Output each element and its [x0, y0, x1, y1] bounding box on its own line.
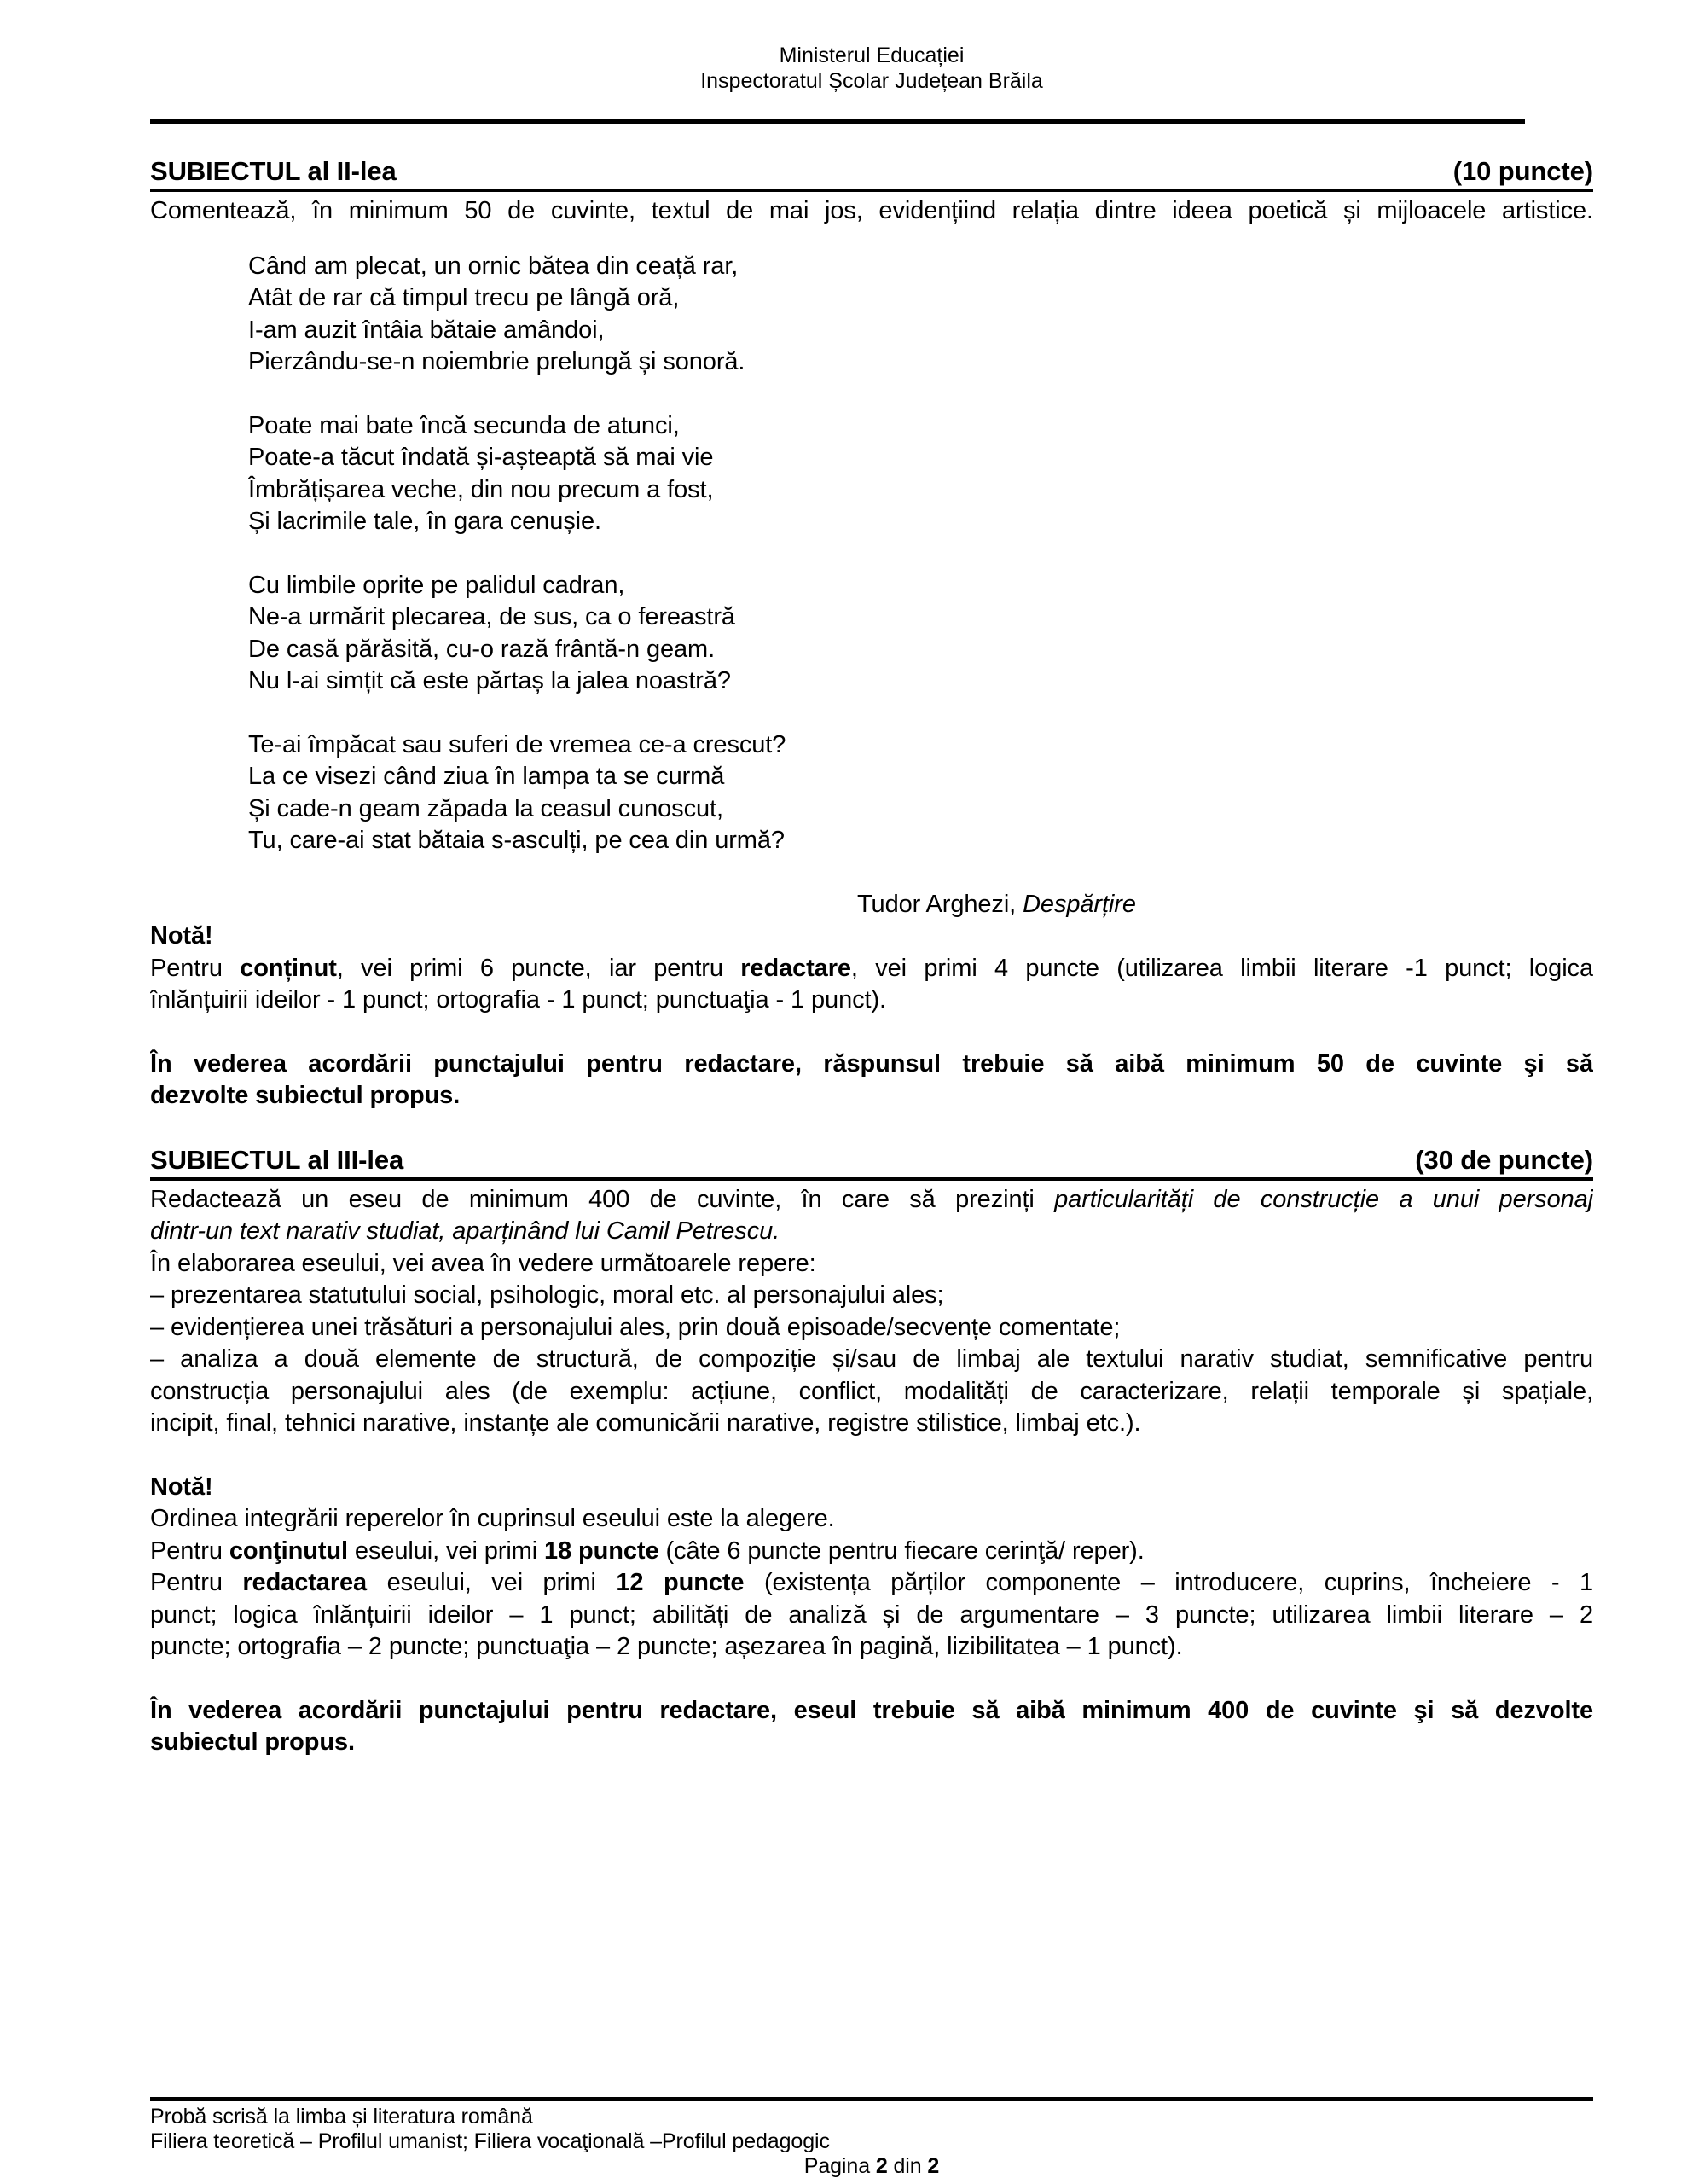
text-segment: – evidențierea unei trăsături a personajului ales, prin două episoade/secvențe comentate;: [150, 1313, 1121, 1341]
text-line: [150, 2154, 1593, 2179]
subject-2-task: [150, 195, 1593, 228]
text-line: [248, 474, 1593, 507]
text-line: [150, 1312, 1593, 1345]
text-segment: Cu limbile oprite pe palidul cadran,: [248, 571, 625, 599]
text-segment: Redactează un eseu de minimum 400 de cuvinte, în care să prezinți: [150, 1185, 1055, 1213]
text-line: [150, 1080, 1593, 1112]
text-segment: din: [887, 2154, 928, 2178]
footer-profile: Filiera teoretică – Profilul umanist; Filiera vocaţională –Profilul pedagogic: [150, 2129, 830, 2153]
text-segment: Despărțire: [1023, 890, 1136, 918]
text-segment: 18 puncte: [544, 1536, 659, 1565]
header-inspectorate: Inspectoratul Școlar Județean Brăila: [700, 69, 1043, 93]
text-line: [248, 346, 1593, 379]
text-segment: dezvolte subiectul propus.: [150, 1082, 461, 1109]
spacer: [150, 1664, 1593, 1695]
subject-2-points: (10 puncte): [1452, 156, 1593, 186]
subject-3-section: [150, 1143, 1593, 1759]
text-line: [150, 1184, 1593, 1217]
text-segment: punct; logica înlănțuirii ideilor – 1 punct; abilități de analiză și de argumentare – 3 puncte; utilizarea limbii literare – 2: [150, 1600, 1593, 1629]
text-line: [150, 953, 1593, 985]
poem-attribution: [857, 889, 1593, 921]
text-segment: construcția personajului ales (de exemplu: acțiune, conflict, modalități de caracterizare, relații temporale și spațiale,: [150, 1377, 1593, 1405]
header-ministry: Ministerul Educației: [779, 44, 965, 67]
text-segment: În vederea acordării punctajului pentru redactare, eseul trebuie să aibă minimum 400 de cuvinte şi să dezvolte: [150, 1696, 1593, 1724]
header-rule: [150, 119, 1525, 124]
text-segment: eseului, vei primi: [367, 1569, 617, 1596]
subject-3-title: SUBIECTUL al III-lea: [150, 1144, 404, 1175]
text-line: [248, 825, 1593, 857]
text-segment: redactarea: [242, 1569, 368, 1596]
text-line: [248, 665, 1593, 698]
text-segment: Pagina: [803, 2154, 876, 2178]
text-line: [248, 634, 1593, 666]
text-line: [248, 410, 1593, 443]
footer-exam-name: Probă scrisă la limba și literatura română: [150, 2105, 533, 2129]
text-segment: Poate-a tăcut îndată și-așteaptă să mai vie: [248, 444, 714, 471]
spacer: [150, 1440, 1593, 1472]
footer-page-number: [150, 2154, 1593, 2179]
text-segment: – analiza a două elemente de structură, de compoziție și/sau de limbaj ale textului narativ studiat, semnificative pentru: [150, 1345, 1593, 1373]
subject-3-task: [150, 1184, 1593, 1440]
text-segment: Nu l-ai simțit că este părtaș la jalea noastră?: [248, 667, 731, 694]
text-line: [150, 1567, 1593, 1600]
poem: [248, 251, 1593, 857]
text-segment: Ne-a urmărit plecarea, de sus, ca o fereastră: [248, 603, 735, 630]
text-segment: conţinutul: [229, 1536, 348, 1565]
text-segment: De casă părăsită, cu-o rază frântă-n geam.: [248, 635, 716, 663]
text-segment: Pierzându-se-n noiembrie prelungă și sonoră.: [248, 348, 745, 375]
subject-2-requirement: [150, 1048, 1593, 1112]
subject-2-section: [150, 154, 1593, 1112]
text-segment: Și cade-n geam zăpada la ceasul cunoscut,: [248, 794, 723, 822]
text-segment: Îmbrățișarea veche, din nou precum a fost,: [248, 475, 714, 503]
poem-stanza-1: [248, 251, 1593, 379]
poem-stanza-4: [248, 729, 1593, 857]
text-segment: particularități de construcție a unui personaj: [1054, 1185, 1593, 1213]
text-line: [150, 1536, 1593, 1568]
text-line: [248, 729, 1593, 762]
spacer: [150, 1017, 1593, 1048]
text-line: [248, 761, 1593, 793]
text-line: [150, 1695, 1593, 1728]
subject-2-heading: [150, 154, 1593, 192]
text-segment: subiectul propus.: [150, 1728, 355, 1756]
text-line: [150, 985, 1593, 1017]
text-line: [150, 195, 1593, 228]
text-segment: Tu, care-ai stat bătaia s-asculți, pe cea din urmă?: [248, 827, 785, 854]
text-segment: Comentează, în minimum 50 de cuvinte, textul de mai jos, evidențiind relația dintre ideea poetică și mijloacele artistice.: [150, 197, 1593, 224]
text-segment: Atât de rar că timpul trecu pe lângă oră,: [248, 284, 680, 311]
text-line: [248, 570, 1593, 602]
text-segment: incipit, final, tehnici narative, instanțe ale comunicării narative, registre stilistice, limbaj etc.).: [150, 1409, 1141, 1437]
text-segment: Pentru: [150, 1569, 243, 1596]
text-segment: Ordinea integrării reperelor în cuprinsul eseului este la alegere.: [150, 1505, 835, 1532]
text-line: [150, 1280, 1593, 1312]
text-segment: Tudor Arghezi,: [857, 890, 1023, 918]
text-segment: 2: [927, 2154, 940, 2178]
subject-3-note-label: Notă!: [150, 1472, 213, 1501]
text-segment: (existența părților componente – introducere, cuprins, încheiere - 1: [744, 1569, 1593, 1596]
text-segment: I-am auzit întâia bătaie amândoi,: [248, 316, 605, 344]
text-segment: eseului, vei primi: [347, 1536, 545, 1565]
text-segment: redactare: [740, 954, 851, 982]
text-line: [248, 315, 1593, 347]
text-line: [248, 442, 1593, 474]
text-segment: În vederea acordării punctajului pentru redactare, răspunsul trebuie să aibă minimum 50 de cuvinte şi să: [150, 1049, 1593, 1077]
text-segment: puncte; ortografia – 2 puncte; punctuaţia – 2 puncte; așezarea în pagină, lizibilitatea – 1 punct).: [150, 1633, 1183, 1660]
text-line: [248, 251, 1593, 283]
subject-3-note: [150, 1503, 1593, 1664]
poem-stanza-3: [248, 570, 1593, 698]
text-line: [248, 506, 1593, 538]
text-line: [150, 1503, 1593, 1536]
subject-2-note: [150, 953, 1593, 1017]
page-header: [150, 43, 1593, 94]
text-line: [150, 1344, 1593, 1376]
subject-2-note-label: Notă!: [150, 922, 213, 950]
text-segment: 12 puncte: [616, 1569, 745, 1596]
text-segment: În elaborarea eseului, vei avea în vedere următoarele repere:: [150, 1249, 816, 1277]
text-line: [150, 1048, 1593, 1081]
text-segment: , vei primi 6 puncte, iar pentru: [336, 954, 741, 982]
text-segment: Și lacrimile tale, în gara cenușie.: [248, 508, 601, 535]
subject-3-heading: [150, 1143, 1593, 1181]
text-segment: Când am plecat, un ornic bătea din ceață rar,: [248, 252, 739, 280]
text-line: [248, 793, 1593, 826]
text-segment: 2: [875, 2154, 888, 2178]
text-segment: Pentru: [150, 954, 241, 982]
text-segment: dintr-un text narativ studiat, aparținând lui Camil Petrescu.: [150, 1217, 780, 1245]
text-line: [248, 601, 1593, 634]
text-segment: Te-ai împăcat sau suferi de vremea ce-a crescut?: [248, 730, 786, 758]
text-segment: (câte 6 puncte pentru fiecare cerinţă/ reper).: [658, 1536, 1145, 1565]
text-line: [150, 1408, 1593, 1440]
subject-2-title: SUBIECTUL al II-lea: [150, 156, 397, 186]
text-segment: conținut: [240, 954, 337, 982]
text-segment: – prezentarea statutului social, psihologic, moral etc. al personajului ales;: [150, 1281, 944, 1309]
text-segment: Poate mai bate încă secunda de atunci,: [248, 411, 680, 439]
text-line: [150, 1376, 1593, 1409]
text-line: [150, 1631, 1593, 1664]
text-line: [857, 889, 1593, 921]
poem-stanza-2: [248, 410, 1593, 538]
page-footer: [150, 2097, 1593, 2179]
text-line: [150, 1727, 1593, 1759]
text-line: [150, 1248, 1593, 1281]
text-line: [150, 1600, 1593, 1632]
text-line: [248, 282, 1593, 315]
text-segment: , vei primi 4 puncte (utilizarea limbii literare -1 punct; logica: [850, 954, 1593, 982]
text-line: [150, 1216, 1593, 1248]
text-segment: La ce visezi când ziua în lampa ta se curmă: [248, 763, 725, 790]
footer-rule: [150, 2097, 1593, 2101]
text-segment: Pentru: [150, 1536, 229, 1565]
subject-3-points: (30 de puncte): [1415, 1144, 1593, 1175]
text-segment: înlănțuirii ideilor - 1 punct; ortografia - 1 punct; punctuaţia - 1 punct).: [150, 986, 886, 1014]
subject-3-requirement: [150, 1695, 1593, 1759]
